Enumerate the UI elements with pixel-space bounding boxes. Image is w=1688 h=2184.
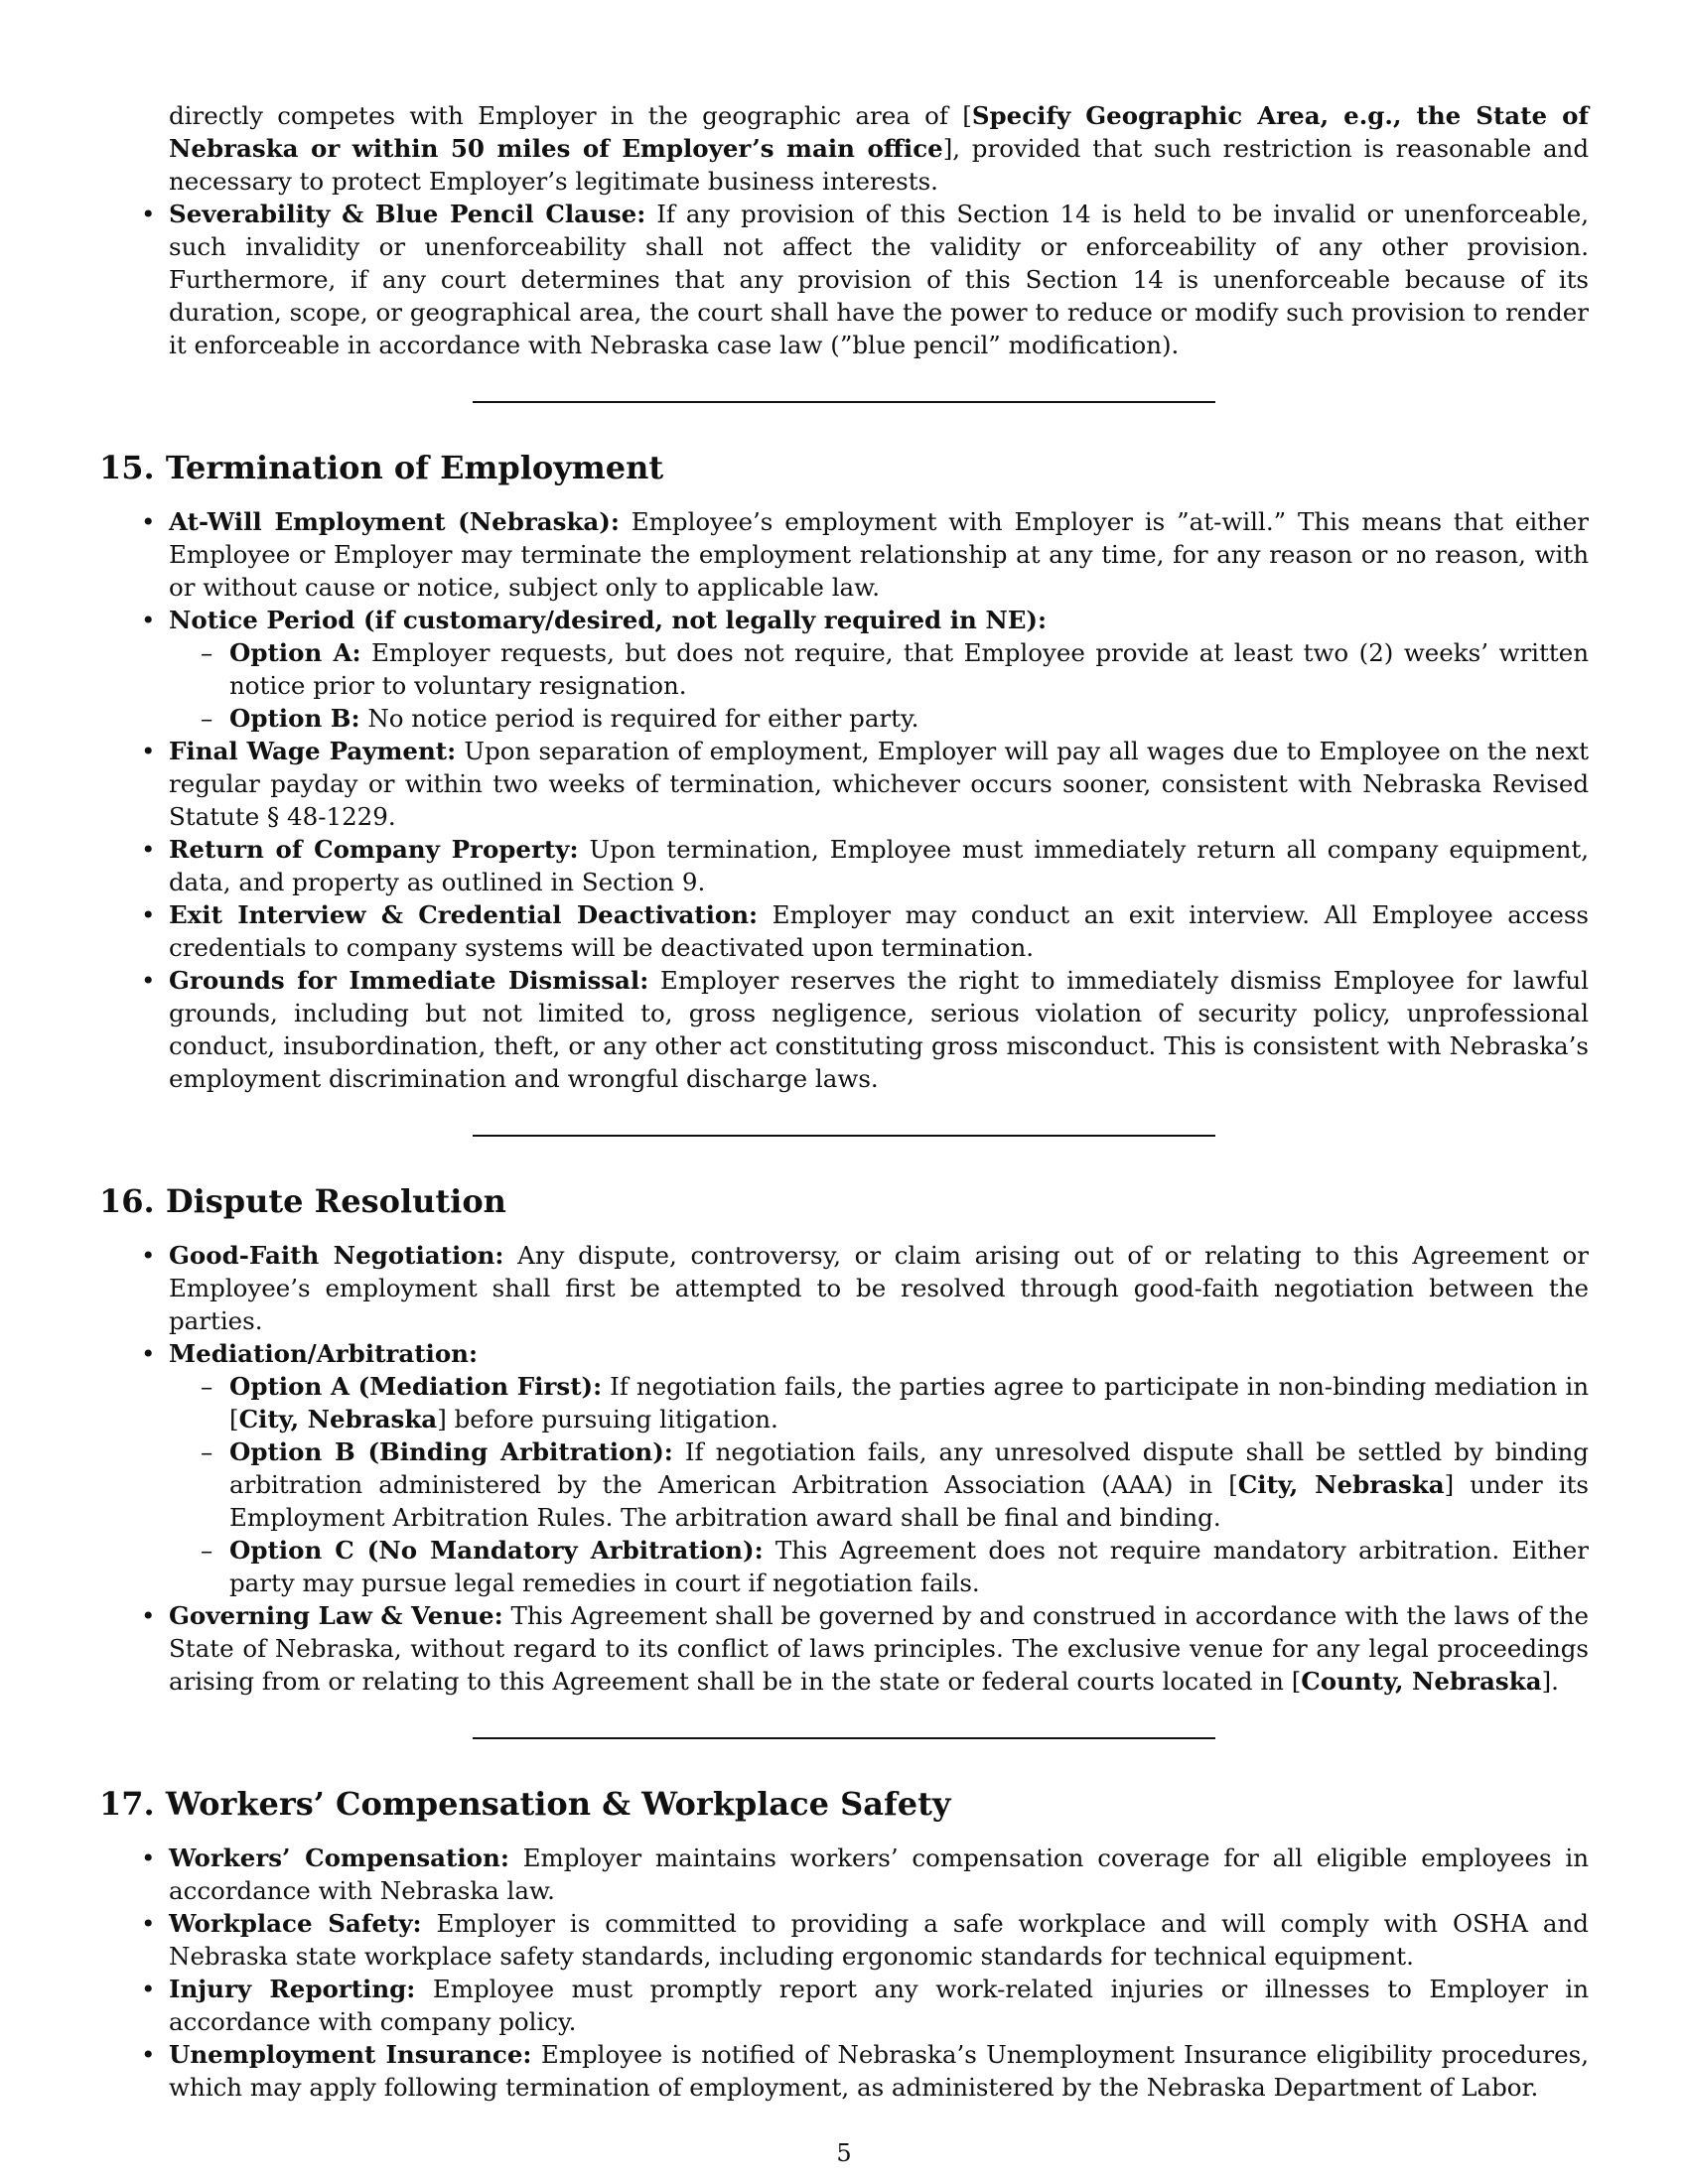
sub-item-label: Option A: — [229, 638, 361, 667]
list-item-at-will — [169, 505, 1589, 604]
sub-item-text-end: ] under its Employment Arbitration Rules. The arbitration award shall be final and binding. — [229, 1470, 1589, 1532]
city-placeholder: City, Nebraska — [238, 1405, 438, 1433]
item-text: Employer may conduct an exit interview. All Employee access credentials to company systems will be deactivated upon termination. — [169, 900, 1590, 962]
section-15-heading: 15. Termination of Employment — [99, 449, 664, 486]
item-label: Governing Law & Venue: — [169, 1601, 503, 1630]
section-16-list — [99, 1239, 1589, 1698]
item-text: Employer reserves the right to immediately dismiss Employee for lawful grounds, including but not limited to, gross negligence, serious violation of security policy, unprofessional conduct, insubordination, theft, or any other act constituting gross misconduct. This is consistent with Nebraska’s employment discrimination and wrongful discharge laws. — [169, 966, 1589, 1093]
section-divider — [473, 1135, 1215, 1137]
sub-item-text: If negotiation fails, the parties agree to participate in non-binding mediation in [ — [229, 1372, 1589, 1433]
section-17-list — [99, 1842, 1589, 2104]
item-label: Exit Interview & Credential Deactivation: — [169, 900, 759, 929]
item-text: Employee must promptly report any work-related injuries or illnesses to Employer in accordance with company policy. — [169, 1975, 1589, 2036]
list-item-unemployment-insurance — [169, 2038, 1589, 2104]
sub-item-option-c — [229, 1534, 1589, 1599]
item-text-end: ]. — [1541, 1667, 1559, 1696]
sub-item-option-b — [229, 702, 1589, 735]
item-text: Employee’s employment with Employer is ”at-will.” This means that either Employee or Employer may terminate the employment relationship at any time, for any reason or no reason, with or without cause or notice, subject only to applicable law. — [169, 507, 1589, 602]
page-number: 5 — [836, 2139, 852, 2167]
geographic-area-placeholder: Specify Geographic Area, e.g., the State of Nebraska or within 50 miles of Employer’s main office — [169, 101, 1589, 163]
city-placeholder: City, Nebraska — [1237, 1470, 1445, 1499]
section-divider — [473, 1737, 1215, 1739]
item-label: Notice Period (if customary/desired, not legally required in NE): — [169, 606, 1048, 634]
list-item-final-wage — [169, 735, 1589, 833]
sub-item-label: Option B: — [229, 704, 360, 733]
item-text: If any provision of this Section 14 is held to be invalid or unenforceable, such invalidity or unenforceability shall not affect the validity or enforceability of any other provision. Furthermore, if any court determines that any provision of this Section 14 is unenforceable because of its duration, scope, or geographical area, the court shall have the power to reduce or modify such provision to render it enforceable in accordance with Nebraska case law (”blue pencil” modification). — [169, 200, 1589, 359]
item-text: Upon separation of employment, Employer will pay all wages due to Employee on the next regular payday or within two weeks of termination, whichever occurs sooner, consistent with Nebraska Revised Statute § 48-1229. — [169, 737, 1589, 831]
document-page — [99, 99, 1589, 2104]
list-item-notice-period — [169, 604, 1589, 735]
sub-item-label: Option C (No Mandatory Arbitration): — [229, 1536, 764, 1565]
sub-item-text: If negotiation fails, any unresolved dispute shall be settled by binding arbitration administered by the American Arbitration Association (AAA) in [ — [229, 1437, 1589, 1499]
list-item-governing-law — [169, 1599, 1589, 1698]
continuation-text: directly competes with Employer in the geographic area of [ — [169, 101, 972, 130]
list-item-workplace-safety — [169, 1907, 1589, 1973]
item-label: Injury Reporting: — [169, 1975, 416, 2003]
item-label: Mediation/Arbitration: — [169, 1339, 479, 1368]
sub-item-option-b — [229, 1435, 1589, 1534]
item-label: Workers’ Compensation: — [169, 1843, 509, 1872]
continuation-text-end: ], provided that such restriction is reasonable and necessary to protect Employer’s legitimate business interests. — [169, 134, 1590, 196]
section-17-heading: 17. Workers’ Compensation & Workplace Safety — [99, 1785, 951, 1823]
list-item-severability — [169, 198, 1589, 361]
county-placeholder: County, Nebraska — [1301, 1667, 1542, 1696]
sub-item-text-end: ] before pursuing litigation. — [437, 1405, 778, 1433]
list-item-exit-interview — [169, 898, 1589, 964]
section-14-continuation — [169, 99, 1589, 198]
sub-item-option-a — [229, 636, 1589, 702]
notice-options-list — [169, 636, 1589, 735]
item-label: Grounds for Immediate Dismissal: — [169, 966, 649, 995]
list-item-return-property — [169, 833, 1589, 898]
item-label: Unemployment Insurance: — [169, 2040, 532, 2069]
section-divider — [473, 401, 1215, 403]
item-text: Employer is committed to providing a safe workplace and will comply with OSHA and Nebraska state workplace safety standards, including ergonomic standards for technical equipment. — [169, 1909, 1589, 1971]
list-item-immediate-dismissal — [169, 964, 1589, 1095]
item-text: Employer maintains workers’ compensation coverage for all eligible employees in accordance with Nebraska law. — [169, 1843, 1590, 1905]
sub-item-text: This Agreement does not require mandatory arbitration. Either party may pursue legal remedies in court if negotiation fails. — [229, 1536, 1589, 1597]
sub-item-label: Option A (Mediation First): — [229, 1372, 603, 1401]
item-label: Final Wage Payment: — [169, 737, 457, 765]
item-text: Employee is notified of Nebraska’s Unemployment Insurance eligibility procedures, which may apply following termination of employment, as administered by the Nebraska Department of Labor. — [169, 2040, 1589, 2102]
dispute-options-list — [169, 1370, 1589, 1599]
list-item-good-faith — [169, 1239, 1589, 1337]
list-item-mediation-arbitration — [169, 1337, 1589, 1599]
item-label: Workplace Safety: — [169, 1909, 422, 1938]
item-text: This Agreement shall be governed by and construed in accordance with the laws of the State of Nebraska, without regard to its conflict of laws principles. The exclusive venue for any legal proceedings arising from or relating to this Agreement shall be in the state or federal courts located in [ — [169, 1601, 1589, 1696]
section-15-list — [99, 505, 1589, 1095]
sub-item-option-a — [229, 1370, 1589, 1435]
item-label: Return of Company Property: — [169, 835, 579, 864]
item-text: Upon termination, Employee must immediately return all company equipment, data, and property as outlined in Section 9. — [169, 835, 1589, 896]
item-label: At-Will Employment (Nebraska): — [169, 507, 620, 536]
sub-item-text: No notice period is required for either party. — [359, 704, 919, 733]
list-item-workers-comp — [169, 1842, 1589, 1907]
sub-item-text: Employer requests, but does not require, that Employee provide at least two (2) weeks’ written notice prior to voluntary resignation. — [229, 638, 1589, 700]
item-label: Good-Faith Negotiation: — [169, 1241, 504, 1270]
sub-item-label: Option B (Binding Arbitration): — [229, 1437, 673, 1466]
section-14-list — [99, 198, 1589, 361]
item-label: Severability & Blue Pencil Clause: — [169, 200, 646, 228]
list-item-injury-reporting — [169, 1973, 1589, 2038]
section-16-heading: 16. Dispute Resolution — [99, 1182, 506, 1220]
item-text: Any dispute, controversy, or claim arising out of or relating to this Agreement or Employee’s employment shall first be attempted to be resolved through good-faith negotiation between the parties. — [169, 1241, 1589, 1335]
